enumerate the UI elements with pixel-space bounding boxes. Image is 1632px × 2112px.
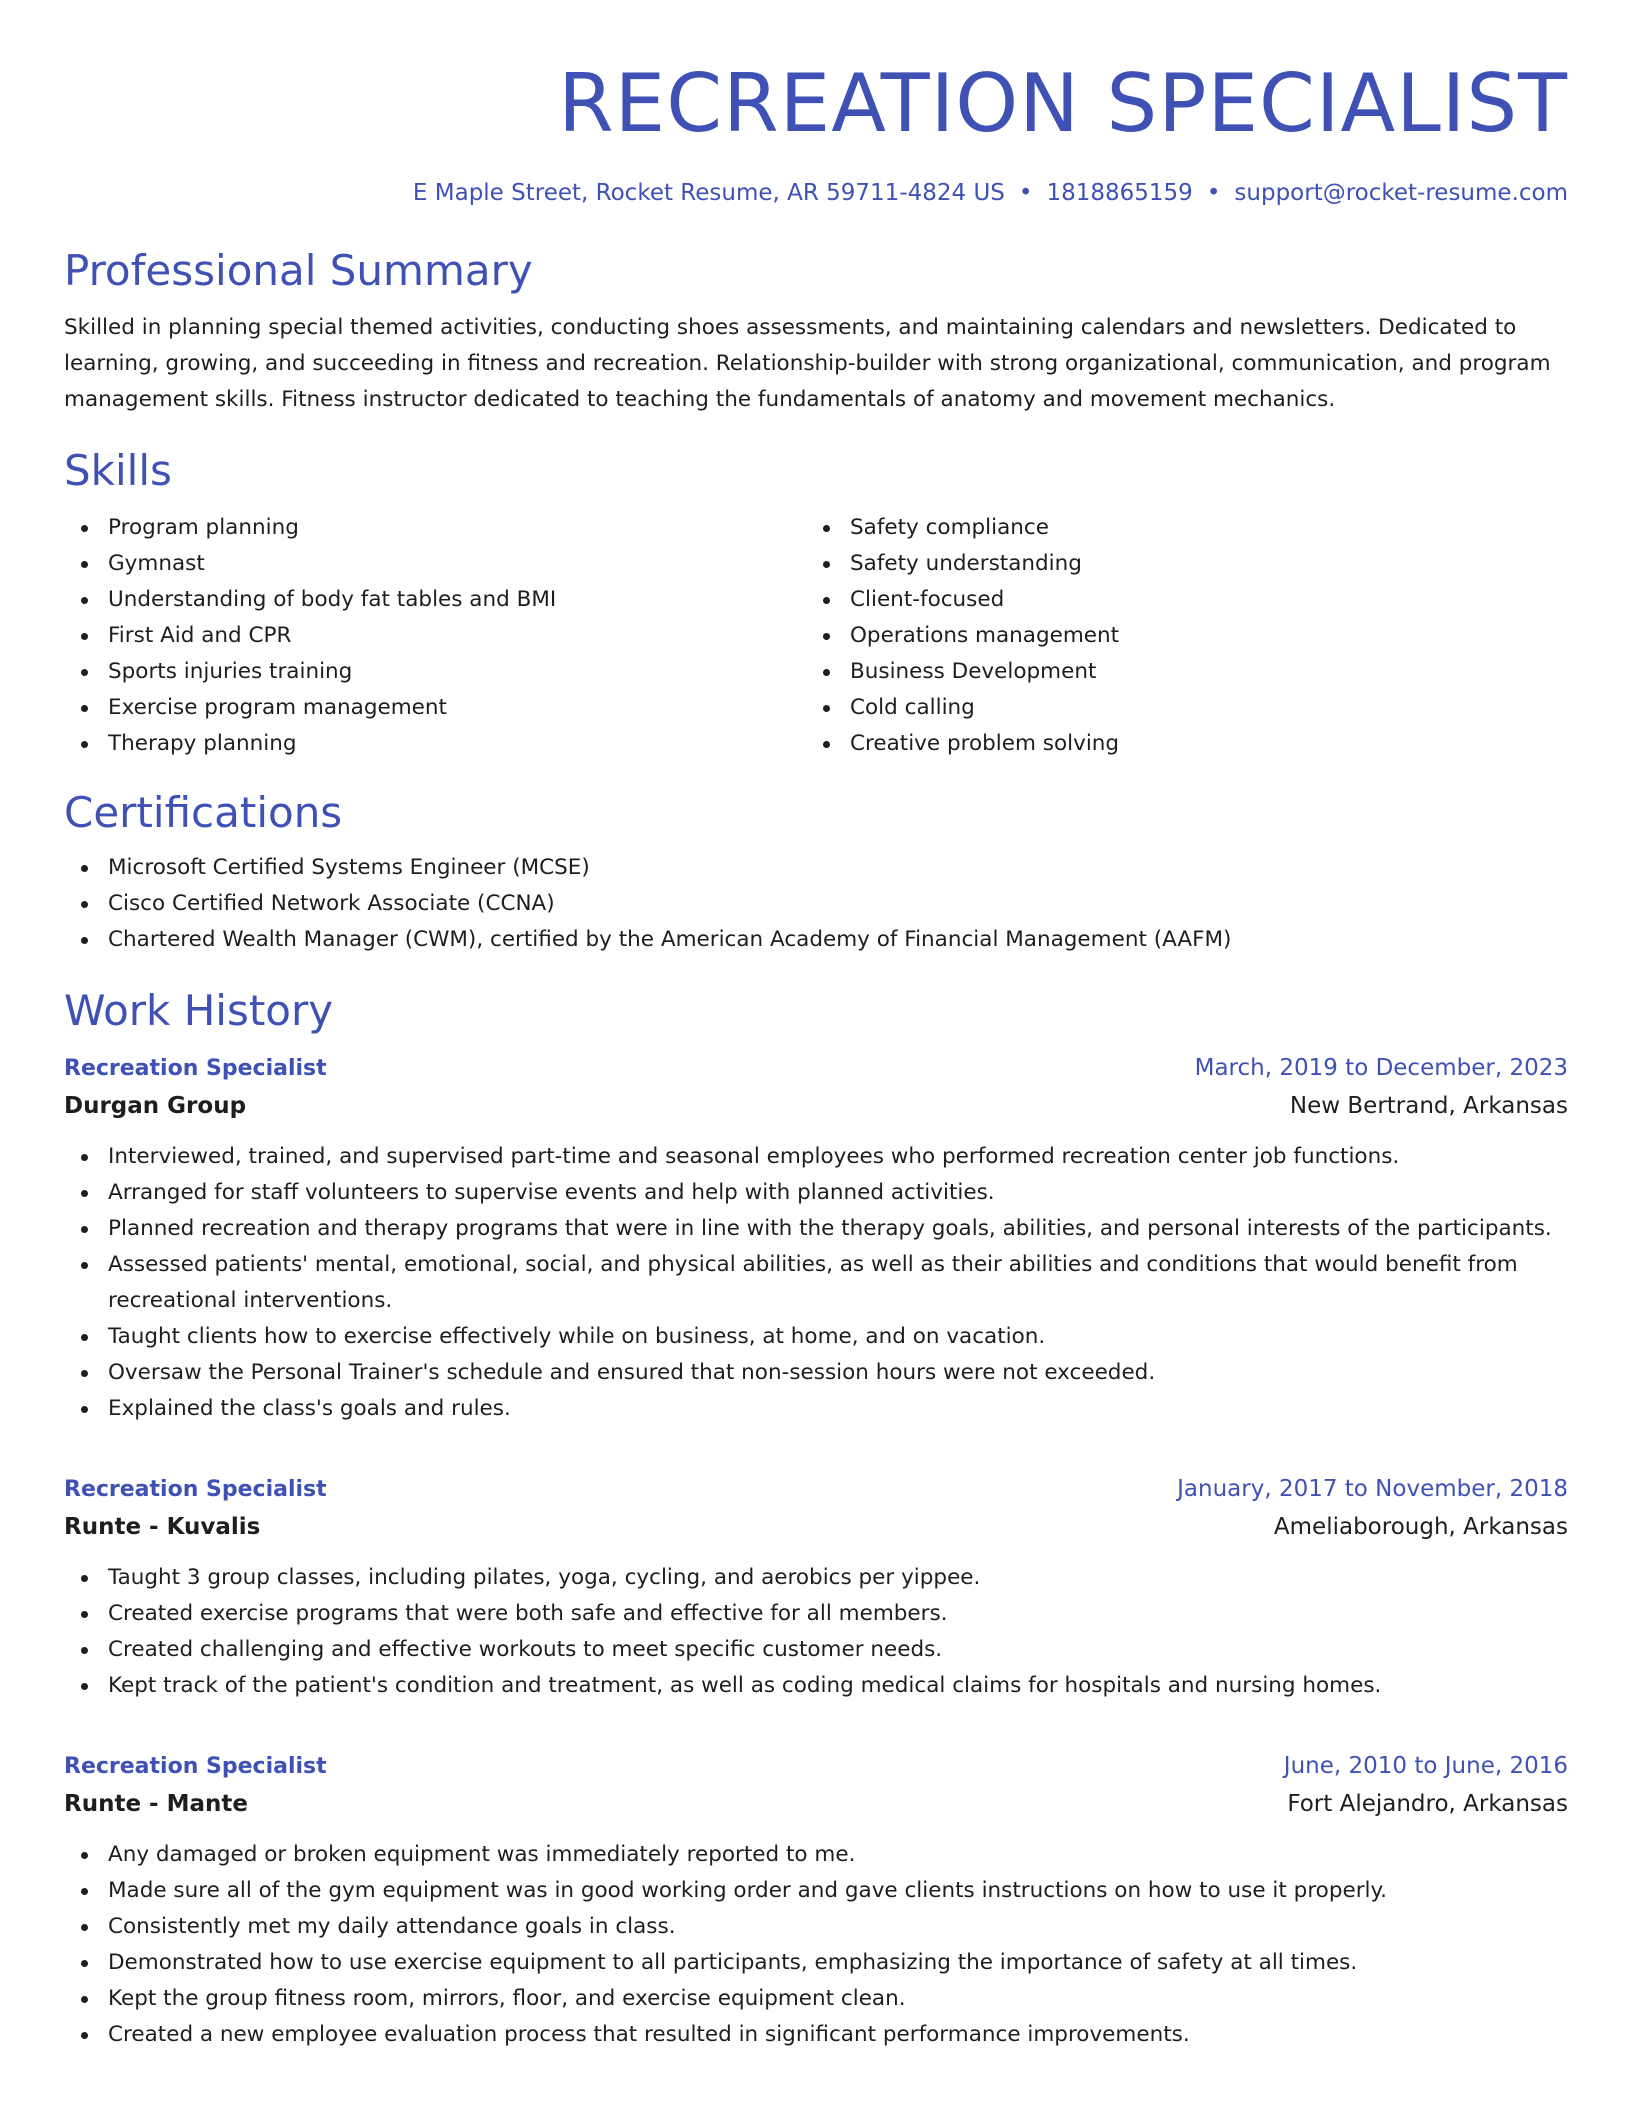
job-location: Ameliaborough, Arkansas (1273, 1514, 1568, 1540)
skills-grid (64, 510, 1568, 762)
resume-title: RECREATION SPECIALIST (558, 57, 1568, 150)
job-duty-item: Assessed patients' mental, emotional, social, and physical abilities, as well as their abilities and conditions that would benefit from recreational interventions. (64, 1247, 1568, 1319)
job-dates: June, 2010 to June, 2016 (1283, 1753, 1568, 1779)
job-location: Fort Alejandro, Arkansas (1287, 1791, 1568, 1817)
job-duty-item: Arranged for staff volunteers to supervise events and help with planned activities. (64, 1175, 1568, 1211)
job-duty-item: Explained the class's goals and rules. (64, 1391, 1568, 1427)
skill-item: First Aid and CPR (64, 618, 806, 654)
job-duty-item: Demonstrated how to use exercise equipment to all participants, emphasizing the importance of safety at all times. (64, 1945, 1568, 1981)
job-duties-list (64, 1837, 1568, 2053)
skills-list-right (806, 510, 1548, 762)
job-dates: January, 2017 to November, 2018 (1177, 1476, 1568, 1502)
skill-item: Operations management (806, 618, 1548, 654)
job-entry (64, 1471, 1568, 1704)
skills-column-left (64, 510, 806, 762)
work-history-heading: Work History (64, 986, 334, 1035)
skill-item: Client-focused (806, 582, 1548, 618)
job-duty-item: Kept track of the patient's condition and treatment, as well as coding medical claims for hospitals and nursing homes. (64, 1668, 1568, 1704)
certification-item: Microsoft Certified Systems Engineer (MCSE) (64, 850, 1568, 886)
job-entry (64, 1050, 1568, 1427)
job-entry (64, 1748, 1568, 2053)
summary-heading: Professional Summary (64, 246, 533, 295)
job-duties-list (64, 1139, 1568, 1427)
skill-item: Understanding of body fat tables and BMI (64, 582, 806, 618)
job-company-row (64, 1508, 1568, 1546)
skill-item: Therapy planning (64, 726, 806, 762)
summary-text: Skilled in planning special themed activities, conducting shoes assessments, and maintaining calendars and newsletters. Dedicated to learning, growing, and succeeding in fitness and recreation. Relationship-builder with strong organizational, communication, and program management skills. Fitness instructor dedicated to teaching the fundamentals of anatomy and movement mechanics. (64, 315, 1551, 412)
skill-item: Gymnast (64, 546, 806, 582)
contact-email[interactable]: support@rocket-resume.com (1234, 180, 1568, 206)
job-duty-item: Made sure all of the gym equipment was in good working order and gave clients instructions on how to use it properly. (64, 1873, 1568, 1909)
skill-item: Creative problem solving (806, 726, 1548, 762)
skill-item: Exercise program management (64, 690, 806, 726)
job-header-row (64, 1471, 1568, 1508)
job-dates: March, 2019 to December, 2023 (1194, 1055, 1568, 1081)
certifications-list (64, 850, 1568, 958)
job-company: Runte - Mante (64, 1791, 248, 1817)
job-duty-item: Planned recreation and therapy programs that were in line with the therapy goals, abilities, and personal interests of the participants. (64, 1211, 1568, 1247)
job-duty-item: Any damaged or broken equipment was immediately reported to me. (64, 1837, 1568, 1873)
job-title: Recreation Specialist (64, 1477, 327, 1502)
contact-line (64, 178, 1568, 208)
job-duty-item: Interviewed, trained, and supervised part-time and seasonal employees who performed recreation center job functions. (64, 1139, 1568, 1175)
skill-item: Cold calling (806, 690, 1548, 726)
skill-item: Program planning (64, 510, 806, 546)
contact-separator: • (1206, 180, 1221, 206)
contact-phone: 1818865159 (1046, 180, 1193, 206)
job-header-row (64, 1748, 1568, 1785)
job-title: Recreation Specialist (64, 1056, 327, 1081)
contact-separator: • (1018, 180, 1033, 206)
skill-item: Safety understanding (806, 546, 1548, 582)
job-duties-list (64, 1560, 1568, 1704)
skills-list-left (64, 510, 806, 762)
job-title: Recreation Specialist (64, 1754, 327, 1779)
job-duty-item: Kept the group fitness room, mirrors, floor, and exercise equipment clean. (64, 1981, 1568, 2017)
job-duty-item: Oversaw the Personal Trainer's schedule and ensured that non-session hours were not exceeded. (64, 1355, 1568, 1391)
job-company: Runte - Kuvalis (64, 1514, 261, 1540)
job-header-row (64, 1050, 1568, 1087)
skill-item: Safety compliance (806, 510, 1548, 546)
job-duty-item: Created challenging and effective workouts to meet specific customer needs. (64, 1632, 1568, 1668)
job-duty-item: Taught clients how to exercise effectively while on business, at home, and on vacation. (64, 1319, 1568, 1355)
resume-page (64, 0, 1568, 2053)
certification-item: Chartered Wealth Manager (CWM), certified by the American Academy of Financial Management (AAFM) (64, 922, 1568, 958)
job-duty-item: Created exercise programs that were both safe and effective for all members. (64, 1596, 1568, 1632)
job-company-row (64, 1087, 1568, 1125)
skill-item: Business Development (806, 654, 1548, 690)
job-location: New Bertrand, Arkansas (1289, 1093, 1568, 1119)
job-company-row (64, 1785, 1568, 1823)
contact-address: E Maple Street, Rocket Resume, AR 59711-4824 US (412, 180, 1005, 206)
job-duty-item: Created a new employee evaluation process that resulted in significant performance improvements. (64, 2017, 1568, 2053)
certification-item: Cisco Certified Network Associate (CCNA) (64, 886, 1568, 922)
skills-column-right (806, 510, 1548, 762)
certifications-heading: Certifications (64, 788, 343, 837)
skills-heading: Skills (64, 446, 172, 495)
job-duty-item: Taught 3 group classes, including pilates, yoga, cycling, and aerobics per yippee. (64, 1560, 1568, 1596)
job-duty-item: Consistently met my daily attendance goals in class. (64, 1909, 1568, 1945)
job-company: Durgan Group (64, 1093, 247, 1119)
skill-item: Sports injuries training (64, 654, 806, 690)
